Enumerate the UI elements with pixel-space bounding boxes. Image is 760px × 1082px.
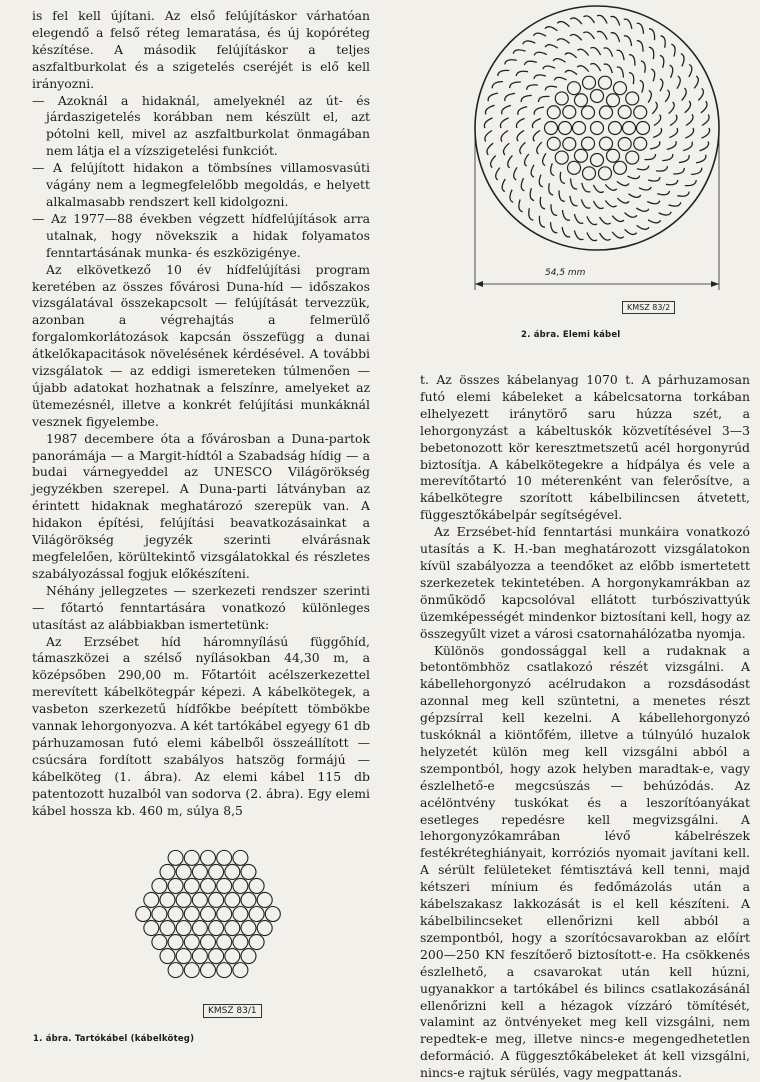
shaped-wire [508,156,513,168]
figure1-stamp: KMSZ 83/1 [203,1004,262,1018]
elemental-cable-circle [241,892,256,907]
elemental-cable-circle [184,878,199,893]
round-wire [568,161,581,174]
shaped-wire [539,216,545,227]
elemental-cable-circle [233,963,248,978]
round-wire [637,122,650,135]
shaped-wire [510,190,513,203]
paragraph: — A felújított hidakon a tömbsínes villamosvasúti vágány nem a legmegfelelőbb megoldás, e helyett alkalmasabb rendszert kell kidolgozni. [32,160,370,211]
paragraph: Különös gondossággal kell a rudaknak a betontömbhöz csatlakozó részét vizsgálni. A kábellehorgonyzó acélrudakon a rozsdásodást azonnal meg kell szüntetni, a menetes részt gépzsírral kell kezelni. A kábellehorgonyzó tuskóknál a kiöntőfém, illetve a túlnyúló huzalok helyzetét külön meg kell vizsgálni abból a szempontból, hogy azok helyben maradtak-e, vagy észlelhető-e megcsúszás — behúzódás. Az acélöntvény tuskókat és a leszorítóanyákat esetleges repedésre kell megvizsgálni. A lehorgonyzókamrában lévő kábelrészek festékréteghiányait, korróziós nyomait javítani kell. A sérült felületeket fémtisztává kell tenni, majd kétszeri mínium és fedőmázolás után a kábelszakasz lakkozását is el kell készíteni. A kábelbilincseket ellenőrizni kell abból a szempontból, hogy a szorítócsavarokban az előírt 200—250 KN feszítőerő biztosított-e. Ha csökkenés észlelhető, a csavarokat után kell húzni, ugyanakkor a tartókábel és bilincs csatlakozásánál ellenőrizni kell a hézagok vízzáró tömítését, valamint az öntvényeket meg kell vizsgálni, nem repedtek-e meg, illetve nincs-e megengedhetetlen deformáció. A függesztőkábeleket át kell vizsgálni, nincs-e rajtuk sérülés, vagy megpattanás. [420,643,750,1082]
shaped-wire [574,231,583,240]
shaped-wire [527,85,538,90]
elemental-cable-circle [225,892,240,907]
shaped-wire [689,64,692,77]
shaped-wire [496,168,500,180]
dimension-label: 54,5 mm [545,268,585,278]
elemental-cable-circle [144,892,159,907]
elemental-cable-circle [241,864,256,879]
elemental-cable-circle [209,949,224,964]
shaped-wire [629,73,634,85]
elemental-cable-circle [249,935,264,950]
elemental-cable-circle [225,921,240,936]
shaped-wire [597,15,607,23]
elemental-cable-circle [241,921,256,936]
round-wire [563,138,576,151]
paragraph: Az Erzsébet-híd fenntartási munkáira vonatkozó utasítás a K. H.-ban meghatározott vizsgálatokon kívül szabályozza a teendőket az előbb ismertetett szerkezetek tekintetében. A horgonykamrákban az önműködő kapcsolóval ellátott turbószivattyúk üzemképességét mindenkor biztosítani kell, hogy az összegyűlt vizet a városi csatornahálózatba nyomja. [420,524,750,642]
elemental-cable-circle [192,864,207,879]
elemental-cable-circle [168,935,183,950]
elemental-cable-circle [160,892,175,907]
shaped-wire [679,155,689,163]
elemental-cable-circle [176,892,191,907]
shaped-wire [593,201,603,209]
round-wire [609,122,622,135]
shaped-wire [551,163,555,175]
shaped-wire [574,214,583,223]
elemental-cable-circle [241,949,256,964]
shaped-wire [611,33,620,42]
elemental-cable-circle [152,907,167,922]
shaped-wire [637,225,649,229]
shaped-wire [540,197,545,209]
shaped-wire [666,180,678,185]
shaped-wire [698,88,703,100]
shaped-wire [570,18,582,24]
elemental-cable-circle [176,949,191,964]
shaped-wire [612,232,624,238]
round-wire [573,122,586,135]
round-wire [598,76,611,89]
shaped-wire [537,142,542,154]
shaped-wire [639,187,651,190]
shaped-wire [617,181,629,185]
shaped-wire [533,33,546,36]
shaped-wire [500,118,508,128]
shaped-wire [559,190,565,201]
shaped-wire [485,105,494,114]
elemental-cable-circle [209,864,224,879]
elemental-cable-circle [168,963,183,978]
round-wire [545,122,558,135]
shaped-wire [702,115,709,126]
round-wire [547,106,560,119]
round-wire [618,138,631,151]
elemental-cable-circle [233,907,248,922]
elemental-cable-circle [201,878,216,893]
shaped-wire [581,199,590,208]
shaped-wire [539,175,543,187]
elemental-cable-circle [160,864,175,879]
shaped-wire [670,65,673,78]
round-wire [555,92,568,105]
shaped-wire [702,128,710,138]
elemental-cable-circle [168,850,183,865]
shaped-wire [587,216,597,224]
elemental-cable-circle [265,907,280,922]
elemental-cable-circle [217,878,232,893]
shaped-wire [513,50,525,54]
shaped-wire [600,233,611,240]
paragraph: — Az 1977—88 években végzett hídfelújítások arra utalnak, hogy növekszik a hidak folyamatos fenntartásának munka- és eszközigénye. [32,211,370,262]
shaped-wire [557,22,569,27]
paragraph: — Azoknál a hidaknál, amelyeknél az út- és járdaszigetelés korábban nem készült el, azt pótolni kell, mivel az aszfaltburkolat önmagában nem látja el a vízszigetelési funkciót. [32,93,370,161]
round-wire [634,137,647,150]
elemental-cable-circle [168,878,183,893]
shaped-wire [505,60,517,65]
shaped-wire [531,165,534,177]
round-wire [575,94,588,107]
shaped-wire [660,55,664,67]
shaped-wire [562,227,570,237]
shaped-wire [637,166,649,170]
shaped-wire [545,45,558,48]
shaped-wire [652,102,657,114]
elemental-cable-circle [201,850,216,865]
shaped-wire [669,102,675,114]
shaped-wire [545,27,557,31]
paragraph: t. Az összes kábelanyag 1070 t. A párhuzamosan futó elemi kábeleket a kábelcsatorna torkában elhelyezett iránytörő saru húzza szét, a lehorgonyzást a kábeltuskók közvetítésével 3—3 bebetonozott kör keresztmetszetű acél horgonyrúd biztosítja. A kábelkötegekre a hídpálya és vele a merevítőtartó 10 méterenként van felerősítve, a kábelkötegre szorított kábelbilincsen átvetett, függesztőkábelpár segítségével. [420,372,750,524]
shaped-wire [505,93,515,101]
shaped-wire [662,154,672,161]
shaped-wire [487,143,493,155]
round-wire [582,137,595,150]
paragraph: Néhány jellegzetes — szerkezeti rendszer szerinti — főtartó fenntartására vonatkozó különleges utasítást az alábbiakban ismertetünk: [32,583,370,634]
shaped-wire [551,222,558,233]
round-wire [555,151,568,164]
shaped-wire [665,90,669,102]
elemental-cable-circle [136,907,151,922]
round-wire [626,151,639,164]
elemental-cable-circle [201,963,216,978]
shaped-wire [484,118,492,128]
figure-cable-bundle [118,808,298,1028]
round-wire [591,154,604,167]
shaped-wire [502,179,505,192]
shaped-wire [543,153,546,165]
shaped-wire [611,16,620,25]
shaped-wire [700,142,709,151]
shaped-wire [648,90,651,102]
paragraph: Az elkövetkező 10 év hídfelújítási program keretében az összes fővárosi Duna-híd — időszakos vizsgálatával összekapcsolt — felújítását tervezzük, azonban a végrehajtás a felmerülő forgalomkorlátozások kapcsán összefügg a dunai átkelőkapacitások növelésének kérdésével. A további vizsgálatok — az eddigi ismereteken túlmenően — újabb adatokat hozhatnak a felszínre, amelyeket az ütemezésnél, illetve a konkrét felújítási munkáknál vesznek figyelembe. [32,262,370,431]
shaped-wire [636,208,649,211]
elemental-cable-circle [225,949,240,964]
shaped-wire [517,130,524,141]
figure2-caption: 2. ábra. Elemi kábel [521,330,620,340]
shaped-wire [701,101,707,113]
round-wire [623,122,636,135]
dimension-line [475,136,719,290]
elemental-cable-section [475,6,719,250]
shaped-wire [577,66,589,72]
shaped-wire [661,36,666,48]
shaped-wire [685,128,693,138]
shaped-wire [514,167,517,180]
shaped-wire [605,184,617,190]
shaped-wire [641,61,645,73]
elemental-cable-circle [152,878,167,893]
elemental-cable-circle [217,935,232,950]
shaped-wire [516,71,528,76]
shaped-wire [671,44,675,56]
shaped-wire [498,70,509,76]
shaped-wire [530,188,534,200]
shaped-wire [583,32,594,39]
elemental-cable-circle [192,949,207,964]
shaped-wire [657,191,669,195]
elemental-cable-circle [257,892,272,907]
round-wire [583,76,596,89]
shaped-wire [533,130,540,141]
shaped-wire [516,118,524,128]
shaped-wire [503,143,509,155]
shaped-wire [532,119,540,129]
elemental-cable-circle [217,907,232,922]
elemental-cable-circle [144,921,159,936]
shaped-wire [683,142,692,151]
shaped-wire [543,66,555,69]
round-wire [600,137,613,150]
shaped-wire [491,156,496,168]
shaped-wire [577,49,588,55]
figure1-caption: 1. ábra. Tartókábel (kábelköteg) [33,1034,194,1044]
shaped-wire [656,166,667,171]
round-wire [575,149,588,162]
elemental-cable-circle [184,935,199,950]
shaped-wire [587,233,597,241]
shaped-wire [534,107,544,115]
elemental-cable-circle [184,963,199,978]
shaped-wire [562,210,570,220]
shaped-wire [649,29,655,40]
shaped-wire [485,131,492,142]
shaped-wire [534,52,547,55]
shaped-wire [686,114,693,125]
elemental-cable-circle [184,907,199,922]
round-wire [626,92,639,105]
elemental-cable-circle [249,907,264,922]
elemental-cable-circle [201,935,216,950]
elemental-cable-circle [233,878,248,893]
elemental-cable-circle [176,864,191,879]
elemental-cable-circle [168,907,183,922]
shaped-wire [628,176,640,179]
shaped-wire [624,19,632,29]
shaped-wire [584,16,595,23]
shaped-wire [565,53,577,58]
elemental-cable-circle [201,907,216,922]
shaped-wire [520,142,526,154]
shaped-wire [590,47,600,55]
round-wire [598,167,611,180]
shaped-wire [677,192,689,197]
shaped-wire [625,213,637,218]
elemental-cable-circle [192,921,207,936]
shaped-wire [597,31,607,39]
shaped-wire [648,177,660,181]
round-wire [600,106,613,119]
right-text-column [420,372,750,1082]
round-wire [583,167,596,180]
round-wire [634,106,647,119]
elemental-cable-circle [209,921,224,936]
shaped-wire [670,115,677,126]
shaped-wire [560,172,565,184]
paragraph: 1987 decembere óta a fővárosban a Duna-partok panorámája — a Margit-hídtól a Szabadság hídig — a budai várnegyeddel az UNESCO Világörökség jegyzékben szerepel. A Duna-parti látványban az érintett hidaknak meghatározó szerepük van. A hidakon építési, felújítási beavatkozásainkat a Világörökség jegyzék szerinti elvárásnak megfelelően, körültekintő vizsgálatokkal és részletes szabályozással fogjuk előkészíteni. [32,431,370,583]
shaped-wire [551,204,557,215]
shaped-wire [565,70,577,74]
left-text-column [32,8,370,820]
shaped-wire [625,229,637,234]
shaped-wire [669,202,681,206]
shaped-wire [570,196,578,206]
shaped-wire [617,198,629,203]
shaped-wire [659,212,672,215]
elemental-cable-circle [176,921,191,936]
round-wire [618,106,631,119]
round-wire [614,82,627,95]
shaped-wire [553,59,565,63]
shaped-wire [510,82,521,88]
elemental-cable-circle [257,921,272,936]
figure-elemental-cable [463,4,733,314]
paragraph: is fel kell újítani. Az első felújításkor várhatóan elegendő a felső réteg lemaratása, és új kopóréteg készítése. A második felújításkor a teljes aszfaltburkolat és a szigetelés cseréjét is elő kell irányozni. [32,8,370,93]
round-wire [563,106,576,119]
shaped-wire [637,23,644,34]
elemental-cable-circle [160,921,175,936]
elemental-cable-circle [217,850,232,865]
shaped-wire [667,141,676,149]
shaped-wire [570,34,582,40]
shaped-wire [538,96,549,102]
shaped-wire [645,154,656,160]
shaped-wire [640,80,644,92]
shaped-wire [685,101,691,113]
shaped-wire [590,64,600,72]
shaped-wire [523,41,536,44]
shaped-wire [660,79,663,91]
shaped-wire [673,168,684,174]
shaped-wire [534,75,546,79]
elemental-cable-circle [152,935,167,950]
elemental-cable-circle [233,850,248,865]
shaped-wire [593,185,603,193]
shaped-wire [604,48,613,57]
shaped-wire [651,69,655,81]
shaped-wire [617,50,625,60]
elemental-cable-circle [249,878,264,893]
shaped-wire [694,76,698,88]
shaped-wire [604,64,613,73]
shaped-wire [524,61,536,65]
shaped-wire [525,154,529,166]
shaped-wire [624,36,632,46]
paragraph: Az Erzsébet híd háromnyílású függőhíd, támaszközei a szélső nyílásokban 44,30 m, a középsőben 290,00 m. Főtartóit acélszerkezettel merevített kábelkötegpár képezi. A kábelkötegek, a vasbeton szerkezetű hídfőkbe beépített tömbökbe vannak lehorgonyozva. A két tartókábel egyegy 61 db párhuzamosan futó elemi kábelből összeállított — csúcsára fordított szabályos hatszög formájú — kábelköteg (1. ábra). Az elemi kábel 115 db patentozott huzalból van sodorva (2. ábra). Egy elemi kábel hossza kb. 460 m, súlya 8,5 [32,634,370,820]
shaped-wire [617,67,624,77]
shaped-wire [492,82,503,89]
shaped-wire [521,178,524,191]
figure2-stamp: KMSZ 83/2 [622,301,675,314]
shaped-wire [681,54,684,67]
shaped-wire [600,217,611,224]
shaped-wire [529,208,534,220]
round-wire [614,161,627,174]
elemental-cable-circle [184,850,199,865]
shaped-wire [501,131,508,142]
shaped-wire [691,168,702,175]
shaped-wire [669,128,677,138]
shaped-wire [696,155,706,163]
elemental-cable-circle [233,935,248,950]
shaped-wire [605,201,616,207]
shaped-wire [677,76,680,89]
shaped-wire [685,180,696,186]
shaped-wire [582,183,591,192]
shaped-wire [549,183,553,195]
cable-bundle-hexagon [136,850,281,977]
round-wire [591,90,604,103]
shaped-wire [502,105,511,114]
elemental-cable-circle [192,892,207,907]
shaped-wire [653,128,661,138]
shaped-wire [650,141,660,149]
shaped-wire [629,55,635,66]
elemental-cable-circle [217,963,232,978]
round-wire [568,82,581,95]
shaped-wire [488,93,498,101]
shaped-wire [649,47,654,59]
shaped-wire [557,39,569,44]
shaped-wire [682,88,687,100]
round-wire [607,149,620,162]
shaped-wire [545,86,557,90]
round-wire [559,122,572,135]
shaped-wire [654,115,661,126]
shaped-wire [518,107,527,115]
round-wire [607,94,620,107]
shaped-wire [629,194,641,198]
shaped-wire [571,179,578,189]
elemental-cable-circle [225,864,240,879]
shaped-wire [647,201,660,204]
round-wire [547,137,560,150]
elemental-cable-circle [209,892,224,907]
shaped-wire [637,41,643,52]
round-wire [582,106,595,119]
shaped-wire [554,77,566,80]
shaped-wire [648,220,661,223]
shaped-wire [519,200,523,212]
elemental-cable-circle [160,949,175,964]
shaped-wire [612,216,624,222]
shaped-wire [521,95,531,102]
